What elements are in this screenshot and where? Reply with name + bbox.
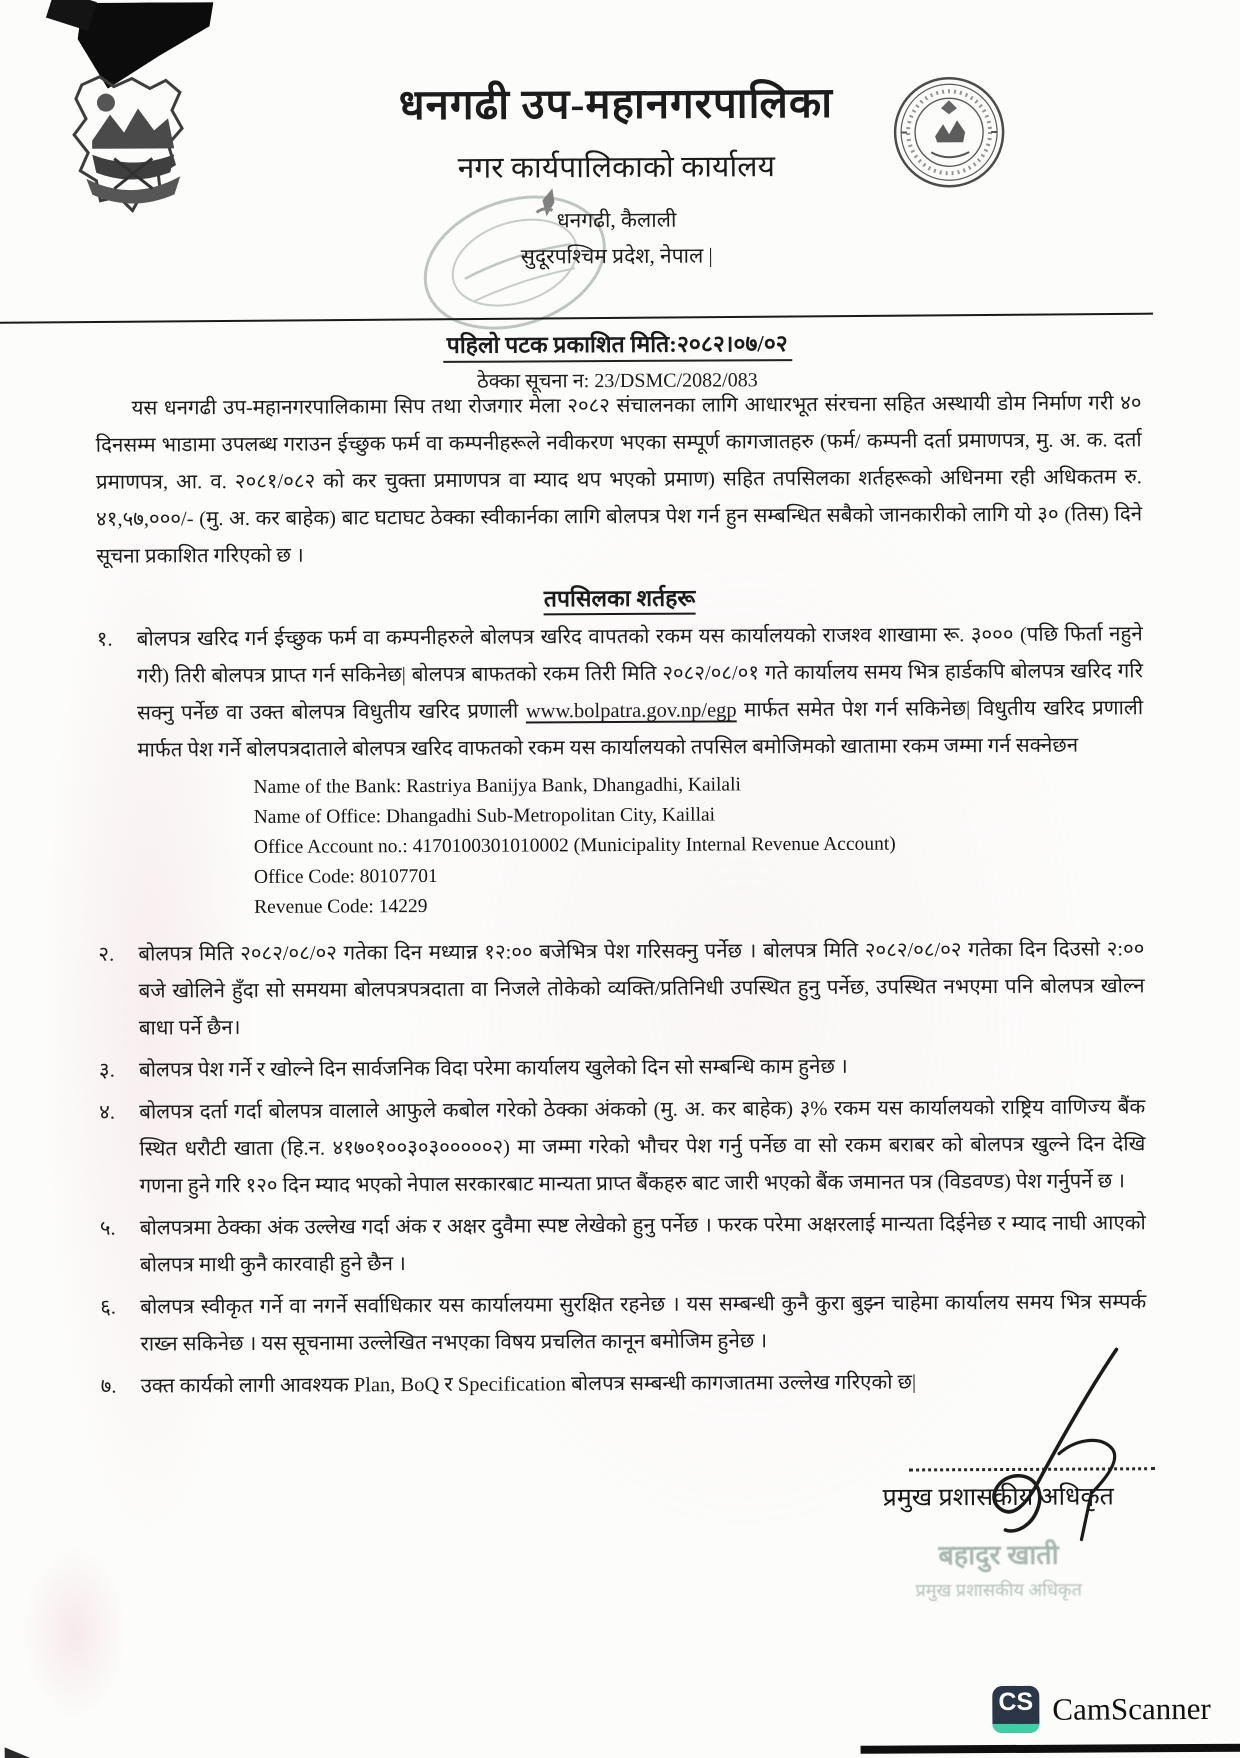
letterhead [0,71,1237,273]
terms-heading: तपसिलका शर्तहरू [96,578,1142,615]
camscanner-teal-strip [992,1724,1039,1733]
signatory-title: प्रमुख प्रशासकीय अधिकृत [882,1483,1114,1512]
office-name-line: Name of Office: Dhangadhi Sub-Metropolitan City, Kaillai [253,804,716,828]
term-item-1 [97,616,1145,931]
camscanner-logo-icon: CS [992,1686,1039,1733]
stamp-name-text: बहादुर खाती [938,1539,1059,1571]
term-text: बोलपत्र खरिद गर्न ईच्छुक फर्म वा कम्पनीहरुले बोलपत्र खरिद वापतको रकम यस कार्यालयको राजश्व शाखामा रू. ३००० (पछि फिर्ता नहुने गरी) तिरी बोलपत्र प्राप्त गर्न सकिनेछ| बोलपत्र बाफतको रकम तिरी मिति २०८२/०८/०१ गते कार्यालय समय भित्र हार्डकपि बोलपत्र खरिद गरि सक्नु पर्नेछ वा उक्त बोलपत्र विधुतीय खरिद प्रणाली www.bolpatra.gov.np/egp मार्फत समेत पेश गर्न सकिनेछ| विधुतीय खरिद प्रणाली मार्फत पेश गर्ने बोलपत्रदाताले बोलपत्र खरिद वाफतको रकम यस कार्यालयको तपसिल बमोजिमको खातामा रकम जम्मा गर्न सक्नेछन Name of the Bank: Rastriya Banijya Bank, Dhangadhi, Kailali Name of Office: Dhangadhi Sub-Metropolitan City, Kaillai Office Account no.: 4170100301010002 (Municipality Internal Revenue Account) Office Code: 80107701 Revenue Code: 14229 [137,616,1145,931]
notice-number: ठेक्का सूचना न: 23/DSMC/2082/083 [477,369,758,393]
stamp-title-text: प्रमुख प्रशासकीय अधिकृत [915,1579,1083,1601]
office-code-line: Office Code: 80107701 [253,865,438,888]
camscanner-watermark [992,1685,1211,1733]
term-item-2 [98,931,1145,1047]
published-date-line: पहिलो पटक प्रकाशित मिति:२०८२।०७/०२ [0,324,1237,362]
term-number: ६. [100,1296,117,1319]
scan-artifact-top-left-edge [46,0,97,31]
term-number: ४. [99,1101,116,1124]
intro-paragraph: यस धनगढी उप-महानगरपालिकामा सिप तथा रोजगार मेला २०८२ संचालनका लागि आधारभूत संरचना सहित अस्थायी डोम निर्माण गरी ४० दिनसम्म भाडामा उपलब्ध गराउन ईच्छुक फर्म वा कम्पनीहरूले नवीकरण भएका सम्पूर्ण कागजातहरु (फर्म/ कम्पनी दर्ता प्रमाणपत्र, मु. अ. क. दर्ता प्रमाणपत्र, आ. व. २०८१/०८२ को कर चुक्ता प्रमाणपत्र वा म्याद थप भएको प्रमाण) सहित तपसिलका शर्तहरूको अधिनमा रही अधिकतम रु. ४१,५७,०००/- (मु. अ. कर बाहेक) बाट घटाघट ठेक्का स्वीकार्नका लागि बोलपत्र पेश गर्न हुन सम्बन्धित सबैको जानकारीको लागि यो ३० (तिस) दिने सूचना प्रकाशित गरिएको छ । [95,392,1143,568]
office-account-line: Office Account no.: 4170100301010002 (Municipality Internal Revenue Account) [253,833,896,858]
term-text: बोलपत्रमा ठेक्का अंक उल्लेख गर्दा अंक र अक्षर दुवैमा स्पष्ट लेखेको हुनु पर्नेछ । फरक परेमा अक्षरलाई मान्यता दिईनेछ र म्याद नाघी आएको बोलपत्र माथी कुनै कारवाही हुने छैन । [139,1212,1146,1277]
term-number: ७. [100,1375,117,1398]
signature-block [822,1349,1173,1603]
office-name: नगर कार्यपालिकाको कार्यालय [457,150,776,185]
notice-body [95,385,1146,1410]
term-item-4 [99,1089,1146,1205]
term-item-3 [99,1047,1145,1089]
revenue-code-line: Revenue Code: 14229 [254,896,428,918]
scan-artifact-bottom-left [5,1747,31,1758]
bank-details [253,768,1144,923]
term-text: बोलपत्र मिति २०८२/०८/०२ गतेका दिन मध्यान्न १२:०० बजेभित्र पेश गरिसक्नु पर्नेछ । बोलपत्र मिति २०८२/०८/०२ गतेका दिन दिउसो २:०० बजे खोलिने हुँदा सो समयमा बोलपत्रपत्रदाता वा निजले तोकेको व्यक्ति/प्रतिनिधी उपस्थित हुनु पर्नेछ, उपस्थित नभएमा पनि बोलपत्र खोल्न बाधा पर्ने छैन। [138,938,1145,1040]
municipality-name: धनगढी उप-महानगरपालिका [398,80,834,130]
scan-artifact-bottom-edge [861,1744,1240,1754]
term-number: ५. [99,1217,116,1240]
address-line2: सुदूरपश्चिम प्रदेश, नेपाल | [520,243,713,269]
term-text: बोलपत्र दर्ता गर्दा बोलपत्र वालाले आफुले कबोल गरेको ठेक्का अंकको (मु. अ. कर बाहेक) ३% रकम यस कार्यालयको राष्ट्रिय वाणिज्य बैंक स्थित धरौटी खाता (हि.न. ४१७०१००३०३०००००२) मा जम्मा गरेको भौचर पेश गर्नु पर्नेछ वा सो रकम बराबर को बोलपत्र खुल्ने दिन देखि गणना हुने गरि १२० दिन म्याद भएको नेपाल सरकारबाट मान्यता प्राप्त बैंकहरु बाट जारी भएको बैंक जमानत पत्र (विडवण्ड) पेश गर्नुपर्ने छ । [139,1096,1146,1198]
signature-icon [940,1343,1151,1544]
term-text: उक्त कार्यको लागी आवश्यक Plan, BoQ र Specification बोलपत्र सम्बन्धी कागजातमा उल्लेख गरिएको छ| [140,1371,917,1398]
address-line1: धनगढी, कैलाली [556,207,677,233]
faint-name-stamp [823,1534,1173,1603]
term-item-5 [100,1205,1146,1284]
term-number: २. [98,943,115,966]
term-number: १. [96,628,113,651]
camscanner-brand-text: CamScanner [1052,1690,1211,1727]
bolpatra-link[interactable]: www.bolpatra.gov.np/egp [525,699,737,723]
term-text: बोलपत्र स्वीकृत गर्ने वा नगर्ने सर्वाधिकार यस कार्यालयमा सुरक्षित रहनेछ । यस सम्बन्धी कुनै कुरा बुझ्न चाहेमा कार्यालय समय भित्र सम्पर्क राख्न सकिनेछ । यस सूचनामा उल्लेखित नभएका विषय प्रचलित कानून बमोजिम हुनेछ । [140,1291,1147,1356]
term-text: बोलपत्र पेश गर्ने र खोल्ने दिन सार्वजनिक विदा परेमा कार्यालय खुलेको दिन सो सम्बन्धि काम हुनेछ । [138,1055,848,1082]
term-number: ३. [98,1059,115,1082]
bank-name-line: Name of the Bank: Rastriya Banijya Bank, Dhangadhi, Kailali [253,774,741,798]
